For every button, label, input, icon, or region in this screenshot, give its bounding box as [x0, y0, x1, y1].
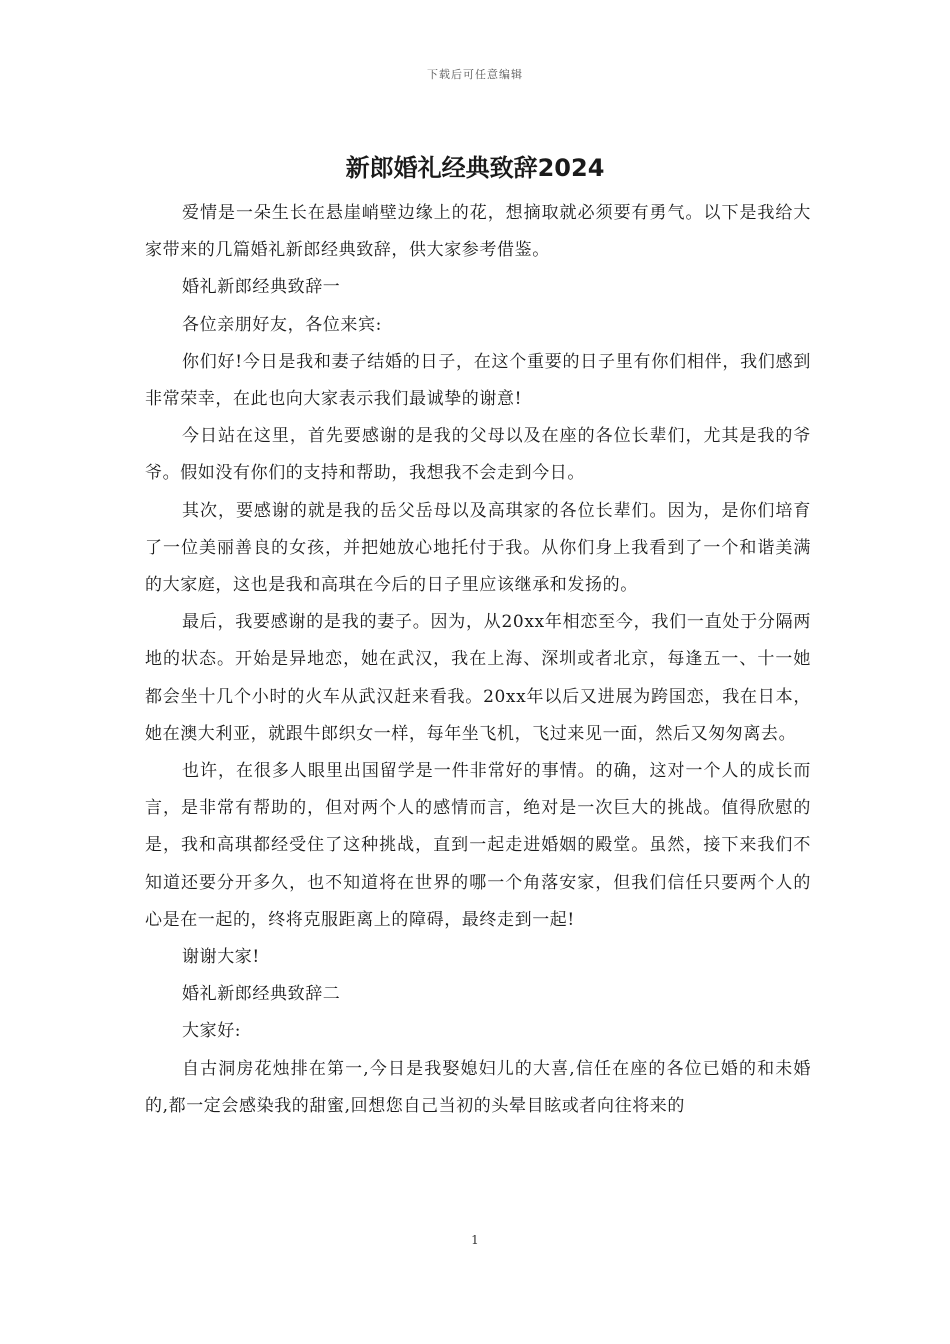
greeting-paragraph: 各位亲朋好友，各位来宾:	[182, 314, 382, 335]
body-paragraph: 自古洞房花烛排在第一,今日是我娶媳妇儿的大喜,信任在座的各位已婚的和未婚的,都一定会感染我的甜蜜,回想您自己当初的头晕目眩或者向往将来的	[145, 1058, 811, 1116]
body-paragraph: 也许，在很多人眼里出国留学是一件非常好的事情。的确，这对一个人的成长而言，是非常有帮助的，但对两个人的感情而言，绝对是一次巨大的挑战。值得欣慰的是，我和高琪都经受住了这种挑战，直到一起走进婚姻的殿堂。虽然，接下来我们不知道还要分开多久，也不知道将在世界的哪一个角落安家，但我们信任只要两个人的心是在一起的，终将克服距离上的障碍，最终走到一起!	[145, 761, 811, 930]
page-number: 1	[471, 1233, 479, 1247]
body-paragraph: 你们好!今日是我和妻子结婚的日子，在这个重要的日子里有你们相伴，我们感到非常荣幸，在此也向大家表示我们最诚挚的谢意!	[145, 351, 811, 410]
section-heading-2: 婚礼新郎经典致辞二	[182, 984, 341, 1005]
closing-paragraph: 谢谢大家!	[182, 947, 260, 968]
intro-paragraph: 爱情是一朵生长在悬崖峭壁边缘上的花，想摘取就必须要有勇气。以下是我给大家带来的几篇婚礼新郎经典致辞，供大家参考借鉴。	[145, 203, 811, 261]
greeting-paragraph: 大家好:	[182, 1021, 242, 1042]
body-paragraph: 最后，我要感谢的是我的妻子。因为，从20xx年相恋至今，我们一直处于分隔两地的状态。开始是异地恋，她在武汉，我在上海、深圳或者北京，每逢五一、十一她都会坐十几个小时的火车从武汉赶来看我。20xx年以后又进展为跨国恋，我在日本，她在澳大利亚，就跟牛郎织女一样，每年坐飞机，飞过来见一面，然后又匆匆离去。	[145, 612, 811, 744]
page-header: 下载后可任意编辑	[427, 68, 523, 81]
document-title: 新郎婚礼经典致辞2024	[345, 154, 605, 182]
body-paragraph: 其次，要感谢的就是我的岳父岳母以及高琪家的各位长辈们。因为，是你们培育了一位美丽善良的女孩，并把她放心地托付于我。从你们身上我看到了一个和谐美满的大家庭，这也是我和高琪在今后的日子里应该继承和发扬的。	[145, 500, 811, 596]
section-heading-1: 婚礼新郎经典致辞一	[182, 277, 341, 298]
body-paragraph: 今日站在这里，首先要感谢的是我的父母以及在座的各位长辈们，尤其是我的爷爷。假如没有你们的支持和帮助，我想我不会走到今日。	[145, 426, 811, 484]
document-body	[145, 195, 811, 1125]
